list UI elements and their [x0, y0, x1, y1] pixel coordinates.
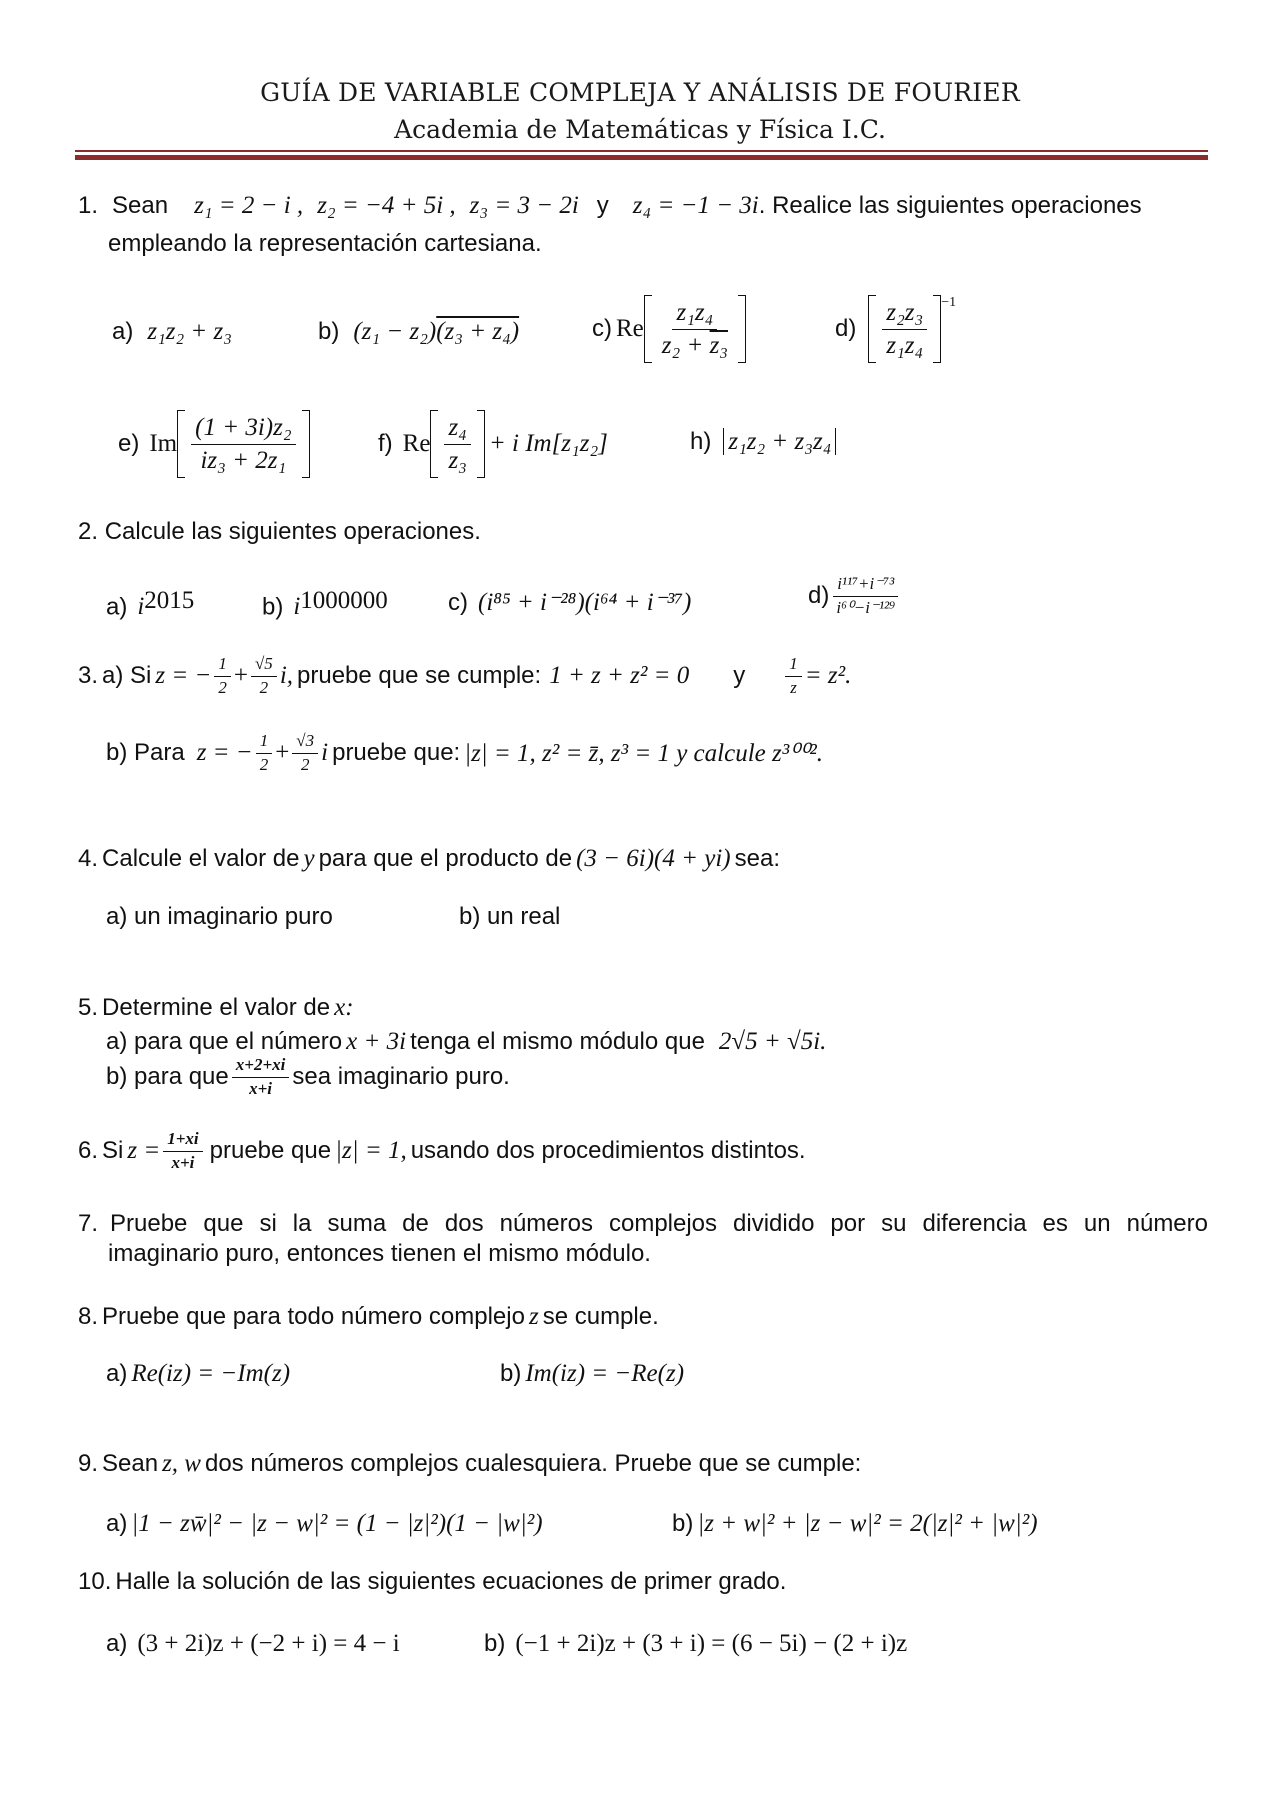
header-rule-thin: [75, 150, 1208, 152]
problem-2d: d) $\frac{\text{i¹¹⁷+i⁻⁷³}}{\text{i⁶⁰−i⁻¹²⁹}}$: [808, 575, 902, 617]
problem-10b: b) (−1 + 2i)z + (3 + i) = (6 − 5i) − (2 + i)z: [484, 1630, 908, 1657]
problem-10a: a) (3 + 2i)z + (−2 + i) = 4 − i: [106, 1630, 400, 1657]
problem-8a: a) Re(iz) = −Im(z): [106, 1360, 291, 1387]
problem-1h: h) z₁z₂ + z₃z₄: [690, 428, 836, 456]
problem-1f: f) Re $\frac{\text{z₄}}{\text{z₃}}$ + i Im[z₁z₂]: [378, 410, 608, 478]
problem-7-number: 7.: [78, 1210, 99, 1237]
problem-5a: a) para que el número x + 3i tenga el mismo módulo que 2√5 + √5i.: [106, 1028, 827, 1055]
z2-def: z₂ = −4 + 5i ,: [317, 192, 456, 219]
problem-1b: b) (z₁ − z₂)(z₃ + z₄): [318, 318, 520, 345]
problem-number: 1.: [78, 192, 99, 219]
problem-1-line-2: empleando la representación cartesiana.: [108, 230, 542, 257]
z1-def: z₁ = 2 − i ,: [194, 192, 304, 219]
document-subtitle: Academia de Matemáticas y Física I.C.: [394, 115, 886, 144]
problem-4: 4. Calcule el valor de y para que el producto de (3 − 6i)(4 + yi) sea:: [78, 845, 780, 872]
problem-9: 9. Sean z, w dos números complejos cualesquiera. Pruebe que se cumple:: [78, 1450, 862, 1477]
problem-5b: b) para que $\frac{x+2+xi}{x+i}$ sea imaginario puro.: [106, 1055, 510, 1098]
document-title: GUÍA DE VARIABLE COMPLEJA Y ANÁLISIS DE FOURIER: [260, 78, 1020, 107]
problem-8b: b) Im(iz) = −Re(z): [500, 1360, 685, 1387]
problem-9a: a) |1 − zw̄|² − |z − w|² = (1 − |z|²)(1 − |w|²): [106, 1510, 543, 1537]
problem-2c: c) (i⁸⁵ + i⁻²⁸)(i⁶⁴ + i⁻³⁷): [448, 589, 692, 616]
problem-8: 8. Pruebe que para todo número complejo z se cumple.: [78, 1303, 659, 1330]
problem-1-line-1: 1. Sean z₁ = 2 − i , z₂ = −4 + 5i , z₃ = 3 − 2i y z₄ = −1 − 3i. Realice las siguientes operaciones: [78, 192, 1142, 219]
problem-2a: a) $i^{2015}$: [106, 587, 195, 621]
problem-3b: b) Para z = − $\frac{1}{2}$ + $\frac{√3}{2}$ i pruebe que: |z| = 1, z² = z̄, z³ = 1 y calcule z³⁰⁰².: [106, 731, 824, 774]
z4-def: z₄ = −1 − 3i: [632, 192, 759, 219]
problem-10: 10. Halle la solución de las siguientes ecuaciones de primer grado.: [78, 1568, 787, 1595]
problem-2b: b) $i^{1000000}$: [262, 587, 388, 621]
problem-5: 5. Determine el valor de x:: [78, 994, 354, 1021]
problem-1a: a) z₁z₂ + z₃: [112, 318, 232, 345]
problem-7-line-2: imaginario puro, entonces tienen el mismo módulo.: [108, 1240, 651, 1267]
problem-7-line-1: Pruebe que si la suma de dos números complejos dividido por su diferencia es un número: [110, 1210, 1208, 1237]
problem-4a: a) un imaginario puro: [106, 903, 333, 930]
problem-1d: d) $\frac{\text{z₂z₃}}{\text{z₁z₄}}$ $^{-1}$: [835, 295, 956, 363]
problem-1e: e) Im $\frac{\text{(1 + 3i)z₂}}{\text{iz₃ + 2z₁}}$: [118, 410, 310, 478]
problem-1c: c) Re $\frac{\text{z₁z₄}}{\text{z₂ + z₃}}$: [592, 295, 746, 363]
problem-3a: 3. a) Si z = − $\frac{1}{2}$ + $\frac{√5}{2}$ i, pruebe que se cumple: 1 + z + z² = 0 y $\frac{1}{z}$ = z².: [78, 654, 852, 697]
problem-6: 6. Si z = $\frac{1+xi}{x+i}$ pruebe que |z| = 1, usando dos procedimientos distintos.: [78, 1129, 806, 1172]
header-rule-thick: [75, 155, 1208, 160]
problem-2: 2. Calcule las siguientes operaciones.: [78, 518, 481, 545]
problem-4b: b) un real: [459, 903, 561, 930]
problem-9b: b) |z + w|² + |z − w|² = 2(|z|² + |w|²): [672, 1510, 1038, 1537]
z3-def: z₃ = 3 − 2i: [469, 192, 579, 219]
